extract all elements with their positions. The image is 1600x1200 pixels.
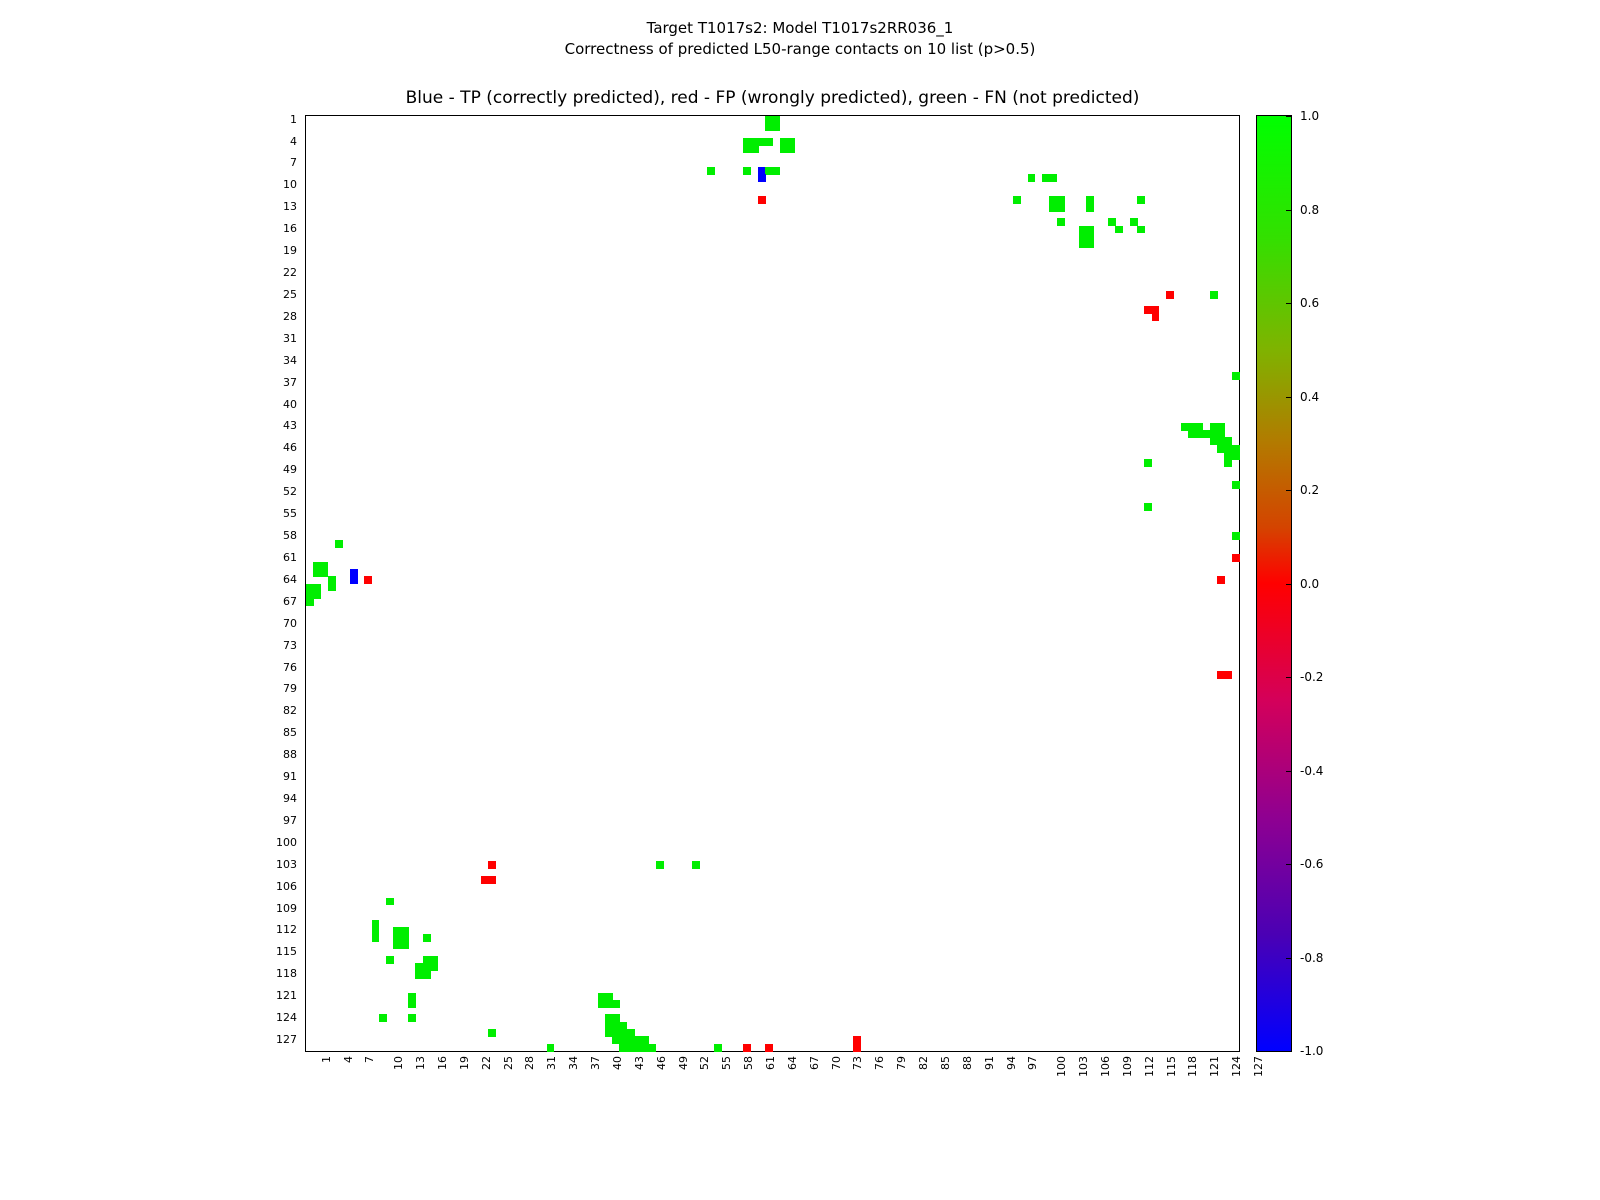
y-tick-label: 106	[276, 879, 297, 893]
x-tick-label: 112	[1142, 1056, 1156, 1077]
y-tick-label: 109	[276, 901, 297, 915]
y-tick-label: 22	[283, 266, 297, 280]
contact-cell-fn	[751, 145, 759, 153]
x-tick-label: 19	[457, 1056, 471, 1070]
x-tick-label: 61	[763, 1056, 777, 1070]
x-tick-label: 127	[1252, 1056, 1266, 1077]
x-tick-label: 73	[851, 1056, 865, 1070]
contact-cell-fn	[423, 934, 431, 942]
y-tick-label: 61	[283, 550, 297, 564]
y-tick-label: 28	[283, 309, 297, 323]
x-tick-label: 103	[1077, 1056, 1091, 1077]
x-tick-label: 58	[742, 1056, 756, 1070]
y-tick-label: 121	[276, 989, 297, 1003]
colorbar-tick-mark	[1286, 864, 1292, 865]
y-tick-label: 79	[283, 682, 297, 696]
contact-cell-fn	[386, 898, 394, 906]
x-tick-label: 22	[479, 1056, 493, 1070]
colorbar-tick-label: -0.4	[1300, 763, 1324, 778]
x-tick-label: 43	[632, 1056, 646, 1070]
x-tick-label: 67	[807, 1056, 821, 1070]
contact-cell-fn	[488, 1029, 496, 1037]
colorbar-tick-label: -1.0	[1300, 1044, 1324, 1058]
contact-cell-fn	[612, 1000, 620, 1008]
contact-cell-fp	[1152, 313, 1160, 321]
x-tick-label: 118	[1186, 1056, 1200, 1077]
y-tick-label: 1	[290, 112, 297, 126]
contact-cell-fp	[1232, 554, 1240, 562]
y-tick-label: 64	[283, 572, 297, 586]
x-tick-label: 1	[319, 1056, 333, 1063]
y-tick-label: 127	[276, 1033, 297, 1047]
y-tick-label: 52	[283, 485, 297, 499]
colorbar-tick-mark	[1286, 116, 1292, 117]
x-tick-label: 70	[829, 1056, 843, 1070]
x-tick-label: 7	[363, 1056, 377, 1063]
colorbar-tick-mark	[1286, 771, 1292, 772]
y-tick-label: 31	[283, 331, 297, 345]
x-tick-label: 55	[720, 1056, 734, 1070]
x-tick-label: 28	[523, 1056, 537, 1070]
colorbar-tick-label: -0.8	[1300, 950, 1324, 965]
colorbar-tick-mark	[1286, 1051, 1292, 1052]
contact-cell-fn	[547, 1044, 555, 1052]
contact-cell-fn	[430, 963, 438, 971]
y-tick-label: 76	[283, 660, 297, 674]
contact-cell-fn	[649, 1044, 657, 1052]
contact-cell-fp	[1166, 291, 1174, 299]
contact-cell-fn	[313, 591, 321, 599]
x-tick-label: 25	[501, 1056, 515, 1070]
x-tick-label: 40	[610, 1056, 624, 1070]
contact-cell-fn	[707, 167, 715, 175]
y-tick-label: 58	[283, 529, 297, 543]
contact-cell-fn	[787, 145, 795, 153]
x-tick-label: 82	[917, 1056, 931, 1070]
contact-cell-fn	[379, 1014, 387, 1022]
y-tick-label: 88	[283, 748, 297, 762]
colorbar-tick-mark	[1286, 677, 1292, 678]
suptitle-line-1: Target T1017s2: Model T1017s2RR036_1	[646, 19, 954, 37]
x-tick-label: 31	[545, 1056, 559, 1070]
contact-cell-fp	[1217, 576, 1225, 584]
x-tick-label: 121	[1208, 1056, 1222, 1077]
y-tick-label: 112	[276, 923, 297, 937]
contact-cell-fn	[1057, 204, 1065, 212]
x-tick-label: 52	[698, 1056, 712, 1070]
y-tick-label: 73	[283, 638, 297, 652]
x-tick-label: 85	[938, 1056, 952, 1070]
contact-cell-fn	[335, 540, 343, 548]
contact-map-plot	[305, 115, 1240, 1052]
figure-suptitle	[0, 18, 1600, 60]
contact-cell-fn	[1232, 481, 1240, 489]
colorbar-tick-label: 0.4	[1300, 389, 1320, 404]
contact-cell-fn	[1028, 174, 1036, 182]
colorbar-tick-mark	[1286, 584, 1292, 585]
colorbar-tick-mark	[1286, 397, 1292, 398]
suptitle-line-2: Correctness of predicted L50-range contacts on 10 list (p>0.5)	[564, 40, 1036, 58]
y-tick-label: 100	[276, 835, 297, 849]
y-tick-label: 118	[276, 967, 297, 981]
y-tick-label: 97	[283, 813, 297, 827]
contact-cell-fn	[328, 584, 336, 592]
colorbar-tick-label: -0.2	[1300, 670, 1324, 684]
contact-cell-fn	[1144, 503, 1152, 511]
contact-cell-fn	[1224, 459, 1232, 467]
y-tick-label: 16	[283, 222, 297, 236]
contact-cell-fp	[1224, 671, 1232, 679]
x-tick-label: 34	[567, 1056, 581, 1070]
contact-cell-fn	[773, 167, 781, 175]
contact-cell-fn	[1210, 291, 1218, 299]
contact-cell-fn	[773, 123, 781, 131]
contact-cell-fn	[714, 1044, 722, 1052]
contact-cell-fn	[386, 956, 394, 964]
x-tick-label: 37	[589, 1056, 603, 1070]
contact-cell-fn	[1086, 240, 1094, 248]
y-tick-label: 43	[283, 419, 297, 433]
x-tick-label: 4	[341, 1056, 355, 1063]
y-tick-label: 55	[283, 507, 297, 521]
colorbar-tick-label: 0.8	[1300, 202, 1320, 217]
axes-title: Blue - TP (correctly predicted), red - FP (wrongly predicted), green - FN (not predicted)	[405, 88, 1140, 108]
x-tick-label: 94	[1004, 1056, 1018, 1070]
contact-cell-fn	[765, 138, 773, 146]
x-tick-label: 49	[676, 1056, 690, 1070]
x-tick-label: 109	[1120, 1056, 1134, 1077]
x-tick-label: 97	[1026, 1056, 1040, 1070]
x-tick-label: 115	[1164, 1056, 1178, 1077]
contact-cell-tp	[350, 576, 358, 584]
colorbar-tick-mark	[1286, 958, 1292, 959]
contact-cell-fn	[1115, 226, 1123, 234]
y-tick-label: 103	[276, 857, 297, 871]
heatmap-cells	[306, 116, 1239, 1051]
y-tick-label: 94	[283, 791, 297, 805]
x-tick-label: 88	[960, 1056, 974, 1070]
contact-cell-fn	[1232, 532, 1240, 540]
x-tick-label: 13	[414, 1056, 428, 1070]
y-tick-label: 34	[283, 353, 297, 367]
contact-cell-fp	[364, 576, 372, 584]
contact-cell-fn	[1086, 204, 1094, 212]
y-tick-label: 85	[283, 726, 297, 740]
contact-cell-fn	[401, 941, 409, 949]
y-tick-label: 25	[283, 287, 297, 301]
contact-cell-fp	[758, 196, 766, 204]
colorbar-tick-mark	[1286, 210, 1292, 211]
contact-cell-fp	[853, 1044, 861, 1052]
y-tick-label: 10	[283, 178, 297, 192]
x-tick-label: 100	[1055, 1056, 1069, 1077]
x-tick-label: 10	[392, 1056, 406, 1070]
y-tick-label: 13	[283, 200, 297, 214]
contact-cell-fn	[408, 1000, 416, 1008]
contact-cell-fp	[743, 1044, 751, 1052]
contact-cell-fn	[408, 1014, 416, 1022]
contact-cell-tp	[758, 174, 766, 182]
contact-cell-fn	[372, 934, 380, 942]
colorbar-tick-label: 0.6	[1300, 296, 1320, 310]
x-tick-label: 64	[785, 1056, 799, 1070]
x-tick-label: 79	[895, 1056, 909, 1070]
contact-cell-fn	[1232, 452, 1240, 460]
colorbar-tick-mark	[1286, 303, 1292, 304]
y-tick-label: 124	[276, 1011, 297, 1025]
contact-cell-fn	[656, 861, 664, 869]
contact-cell-fp	[488, 861, 496, 869]
contact-cell-fn	[1232, 372, 1240, 380]
y-tick-label: 46	[283, 441, 297, 455]
y-tick-label: 49	[283, 463, 297, 477]
contact-cell-fn	[1137, 196, 1145, 204]
x-tick-label: 91	[982, 1056, 996, 1070]
y-tick-label: 70	[283, 616, 297, 630]
y-tick-label: 67	[283, 594, 297, 608]
contact-cell-fn	[692, 861, 700, 869]
contact-cell-fp	[488, 876, 496, 884]
contact-cell-fn	[306, 598, 314, 606]
y-tick-label: 91	[283, 770, 297, 784]
colorbar-tick-label: 1.0	[1300, 109, 1320, 123]
contact-cell-fn	[423, 971, 431, 979]
y-tick-label: 37	[283, 375, 297, 389]
y-tick-label: 7	[290, 156, 297, 170]
y-tick-label: 4	[290, 134, 297, 148]
colorbar-tick-mark	[1286, 490, 1292, 491]
x-tick-label: 76	[873, 1056, 887, 1070]
colorbar-tick-label: 0.0	[1300, 576, 1320, 591]
contact-cell-fp	[853, 1036, 861, 1044]
x-tick-label: 124	[1230, 1056, 1244, 1077]
y-tick-label: 19	[283, 244, 297, 258]
contact-cell-fn	[1137, 226, 1145, 234]
contact-cell-fn	[743, 167, 751, 175]
colorbar-tick-label: 0.2	[1300, 483, 1320, 497]
y-tick-label: 40	[283, 397, 297, 411]
contact-cell-fn	[1013, 196, 1021, 204]
x-tick-label: 16	[435, 1056, 449, 1070]
y-tick-label: 115	[276, 945, 297, 959]
contact-cell-fp	[765, 1044, 773, 1052]
x-tick-label: 106	[1098, 1056, 1112, 1077]
colorbar-tick-label: -0.6	[1300, 857, 1324, 871]
y-tick-label: 82	[283, 704, 297, 718]
contact-cell-fn	[1144, 459, 1152, 467]
contact-cell-fn	[1049, 174, 1057, 182]
contact-cell-fn	[1057, 218, 1065, 226]
x-tick-label: 46	[654, 1056, 668, 1070]
